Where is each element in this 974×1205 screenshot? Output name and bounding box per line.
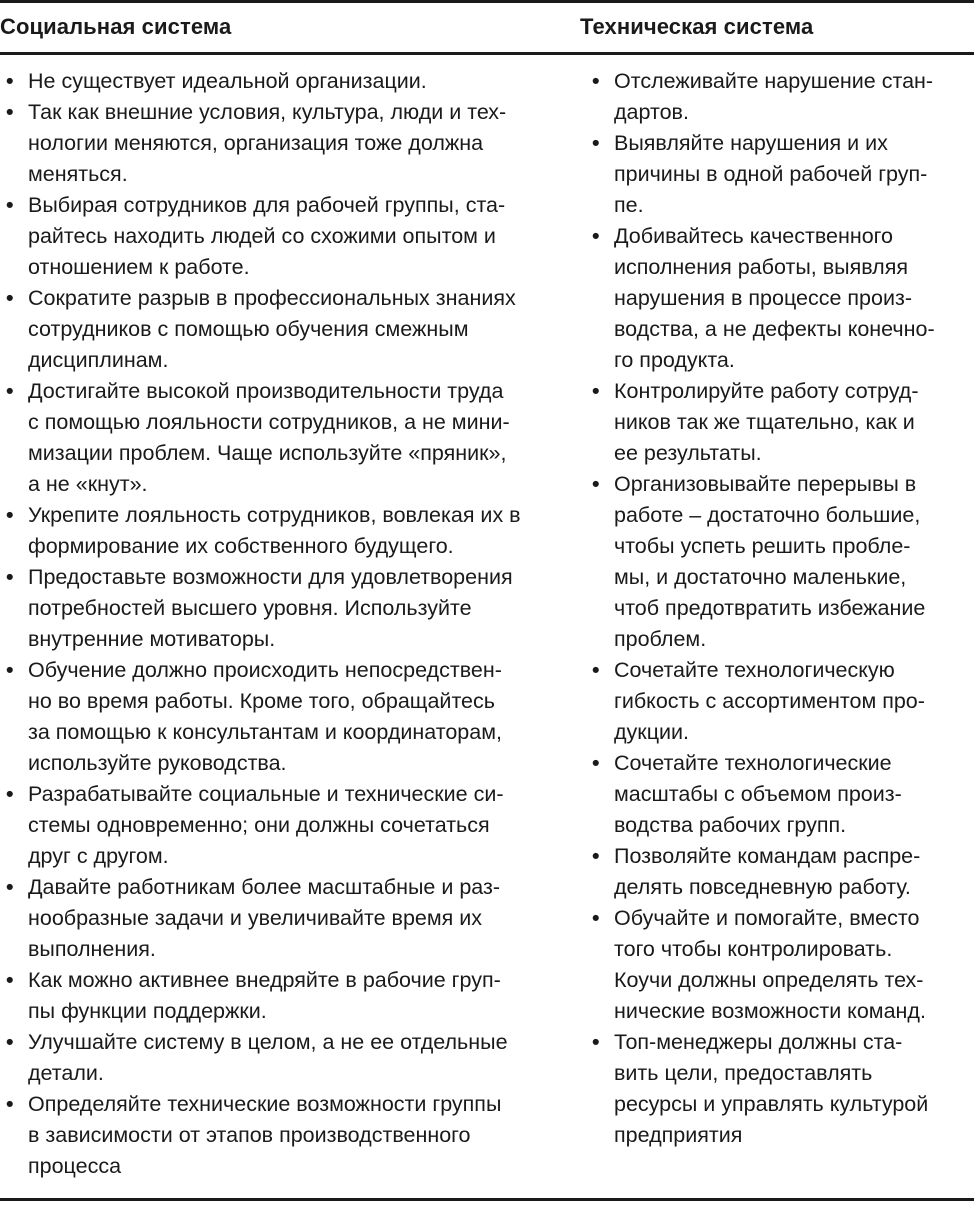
list-item-line: причины в одной рабочей груп- [614, 162, 928, 186]
list-item-line: Сочетайте технологические [614, 751, 892, 775]
list-item-line: меняться. [28, 162, 128, 186]
list-item-line: Укрепите лояльность сотрудников, вовлекая их в [28, 503, 521, 527]
list-item-line: в зависимости от этапов производственного [28, 1123, 471, 1147]
list-item-line: друг с другом. [28, 844, 169, 868]
bullet-icon: • [6, 286, 14, 310]
list-item [586, 1027, 974, 1151]
list-item-line: Коучи должны определять тех- [614, 968, 924, 992]
list-item [0, 655, 586, 779]
list-item-line: Определяйте технические возможности группы [28, 1092, 502, 1116]
list-item-line: пе. [614, 193, 644, 217]
list-item [586, 469, 974, 655]
bullet-icon: • [6, 69, 14, 93]
bullet-icon: • [6, 1030, 14, 1054]
table-top-rule [0, 0, 974, 3]
list-item-line: Улучшайте систему в целом, а не ее отдельные [28, 1030, 508, 1054]
list-item [586, 655, 974, 748]
bullet-icon: • [592, 69, 600, 93]
list-item-line: Обучение должно происходить непосредствен- [28, 658, 502, 682]
table-bottom-rule [0, 1198, 974, 1201]
list-item-line: процесса [28, 1154, 122, 1178]
list-item-line: мы, и достаточно маленькие, [614, 565, 907, 589]
list-item [586, 221, 974, 376]
bullet-icon: • [592, 379, 600, 403]
list-item [586, 903, 974, 1027]
list-item-line: Обучайте и помогайте, вместо [614, 906, 920, 930]
list-item-line: вить цели, предоставлять [614, 1061, 873, 1085]
bullet-icon: • [6, 100, 14, 124]
list-item [0, 190, 586, 283]
list-item-line: водства, а не дефекты конечно- [614, 317, 935, 341]
list-item [0, 562, 586, 655]
list-item [0, 97, 586, 190]
list-item-line: масштабы с объемом произ- [614, 782, 902, 806]
bullet-icon: • [592, 906, 600, 930]
column-heading-social-system: Социальная система [0, 14, 232, 39]
list-item-line: Разрабатывайте социальные и технические си- [28, 782, 504, 806]
list-item-line: Так как внешние условия, культура, люди и тех- [28, 100, 507, 124]
list-item-line: Достигайте высокой производительности труда [28, 379, 504, 403]
list-item [0, 283, 586, 376]
list-item-line: работе – достаточно большие, [614, 503, 921, 527]
list-item [0, 500, 586, 562]
list-item [586, 66, 974, 128]
column-heading-technical-system: Техническая система [580, 14, 814, 39]
bullet-icon: • [592, 1030, 600, 1054]
list-item-line: внутренние мотиваторы. [28, 627, 276, 651]
list-item-line: Предоставьте возможности для удовлетворения [28, 565, 513, 589]
bullet-icon: • [6, 782, 14, 806]
list-item-line: дукции. [614, 720, 690, 744]
list-item-line: гибкость с ассортиментом про- [614, 689, 925, 713]
list-item-line: го продукта. [614, 348, 735, 372]
bullet-icon: • [6, 503, 14, 527]
list-item-line: дартов. [614, 100, 689, 124]
list-item-line: пы функции поддержки. [28, 999, 267, 1023]
list-item [0, 965, 586, 1027]
list-item-line: делять повседневную работу. [614, 875, 911, 899]
list-item-line: Организовывайте перерывы в [614, 472, 917, 496]
list-item-line: нарушения в процессе произ- [614, 286, 912, 310]
list-item [586, 376, 974, 469]
list-item-line: ников так же тщательно, как и [614, 410, 915, 434]
list-item [586, 748, 974, 841]
list-item-line: Сократите разрыв в профессиональных знаниях [28, 286, 516, 310]
list-item-line: того чтобы контролировать. [614, 937, 893, 961]
list-item-line: детали. [28, 1061, 104, 1085]
list-item-line: райтесь находить людей со схожими опытом и [28, 224, 496, 248]
list-item-line: стемы одновременно; они должны сочетаться [28, 813, 490, 837]
list-item-line: предприятия [614, 1123, 743, 1147]
list-item [0, 1027, 586, 1089]
list-item-line: нические возможности команд. [614, 999, 926, 1023]
list-item [586, 128, 974, 221]
list-item-line: Выбирая сотрудников для рабочей группы, ста- [28, 193, 506, 217]
list-item-line: дисциплинам. [28, 348, 169, 372]
table-header-rule [0, 52, 974, 55]
list-item [0, 872, 586, 965]
bullet-icon: • [6, 1092, 14, 1116]
list-item-line: но во время работы. Кроме того, обращайтесь [28, 689, 495, 713]
bullet-icon: • [592, 131, 600, 155]
list-item-line: Контролируйте работу сотруд- [614, 379, 919, 403]
bullet-icon: • [592, 472, 600, 496]
bullet-icon: • [592, 844, 600, 868]
list-item-line: водства рабочих групп. [614, 813, 847, 837]
list-item-line: Добивайтесь качественного [614, 224, 894, 248]
list-item-line: отношением к работе. [28, 255, 250, 279]
list-item-line: выполнения. [28, 937, 156, 961]
list-item [586, 841, 974, 903]
list-item-line: ресурсы и управлять культурой [614, 1092, 929, 1116]
list-item-line: Позволяйте командам распре- [614, 844, 921, 868]
list-item-line: формирование их собственного будущего. [28, 534, 454, 558]
list-item-line: Как можно активнее внедряйте в рабочие груп- [28, 968, 501, 992]
list-item-line: используйте руководства. [28, 751, 287, 775]
list-item-line: исполнения работы, выявляя [614, 255, 908, 279]
bullet-icon: • [6, 193, 14, 217]
bullet-icon: • [592, 751, 600, 775]
bullet-icon: • [6, 658, 14, 682]
bullet-icon: • [6, 379, 14, 403]
list-item-line: потребностей высшего уровня. Используйте [28, 596, 472, 620]
list-item-line: проблем. [614, 627, 707, 651]
bullet-icon: • [592, 658, 600, 682]
list-item-line: нологии меняются, организация тоже должна [28, 131, 484, 155]
list-item-line: Отслеживайте нарушение стан- [614, 69, 934, 93]
list-item [0, 1089, 586, 1182]
list-item [0, 779, 586, 872]
list-item-line: мизации проблем. Чаще используйте «пряник», [28, 441, 507, 465]
list-item-line: нообразные задачи и увеличивайте время их [28, 906, 483, 930]
list-item-line: чтоб предотвратить избежание [614, 596, 926, 620]
list-item-line: Давайте работникам более масштабные и раз- [28, 875, 501, 899]
list-item-line: а не «кнут». [28, 472, 148, 496]
technical-system-list [586, 66, 974, 1151]
bullet-icon: • [6, 875, 14, 899]
list-item-line: Сочетайте технологическую [614, 658, 895, 682]
list-item [0, 376, 586, 500]
list-item-line: сотрудников с помощью обучения смежным [28, 317, 469, 341]
list-item-line: ее результаты. [614, 441, 762, 465]
list-item-line: за помощью к консультантам и координаторам, [28, 720, 502, 744]
list-item-line: с помощью лояльности сотрудников, а не мини- [28, 410, 510, 434]
list-item-line: чтобы успеть решить пробле- [614, 534, 911, 558]
social-system-list [0, 66, 586, 1182]
list-item-line: Выявляйте нарушения и их [614, 131, 888, 155]
list-item-line: Не существует идеальной организации. [28, 69, 427, 93]
bullet-icon: • [6, 968, 14, 992]
list-item-line: Топ-менеджеры должны ста- [614, 1030, 903, 1054]
list-item [0, 66, 586, 97]
bullet-icon: • [6, 565, 14, 589]
bullet-icon: • [592, 224, 600, 248]
